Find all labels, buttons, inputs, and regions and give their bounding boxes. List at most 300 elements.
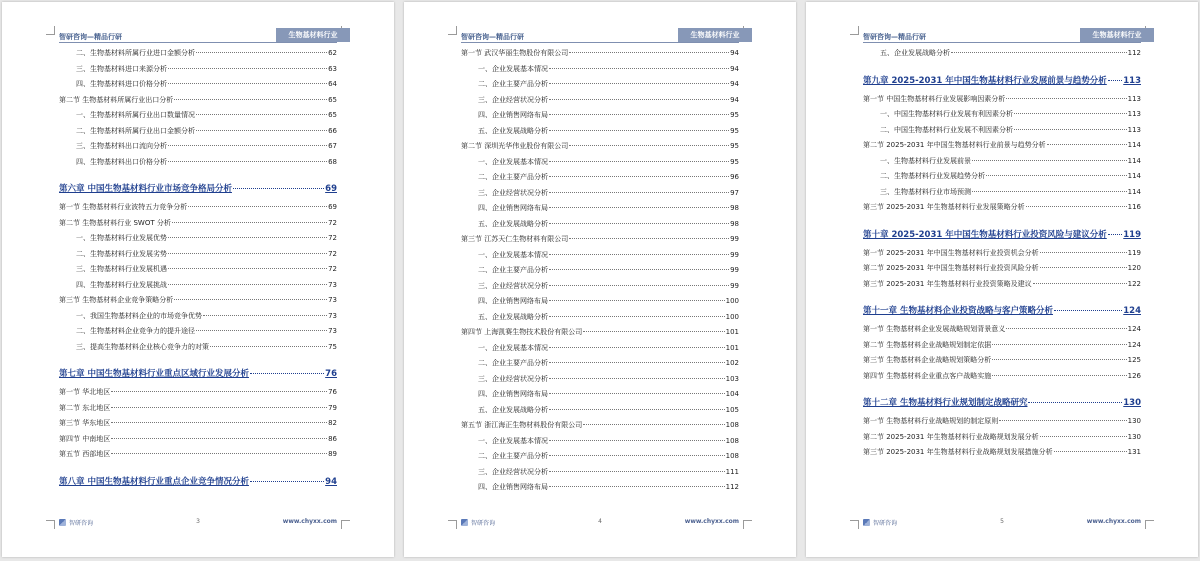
toc-dot-leader: [250, 373, 324, 374]
toc-entry-title: 第三节 2025-2031 年生物基材料行业发展策略分析: [863, 203, 1025, 211]
toc-dot-leader: [168, 145, 327, 146]
toc-subsection-entry[interactable]: [59, 157, 337, 173]
toc-section-entry[interactable]: [59, 202, 337, 218]
toc-subsection-entry[interactable]: [59, 110, 337, 126]
toc-entry-title: 一、企业发展基本情况: [478, 64, 548, 73]
toc-entry-page-number: 73: [328, 296, 337, 304]
toc-subsection-entry[interactable]: [461, 343, 739, 359]
toc-dot-leader: [233, 188, 324, 189]
toc-dot-leader: [1028, 402, 1122, 403]
toc-dot-leader: [549, 347, 725, 348]
toc-entry-title: 三、生物基材料行业发展机遇: [76, 265, 167, 273]
toc-entry-title: 三、企业经营状况分析: [478, 281, 548, 290]
footer-url: www.chyxx.com: [282, 518, 337, 525]
toc-entry-page-number: 94: [730, 64, 739, 73]
toc-entry-title: 第二节 2025-2031 年中国生物基材料行业投资风险分析: [863, 264, 1039, 272]
header-industry-tag: 生物基材料行业: [678, 28, 752, 42]
toc-dot-leader: [549, 362, 725, 363]
toc-entry-title: 四、企业销售网络布局: [478, 204, 548, 212]
crop-mark: [46, 26, 55, 35]
toc-dot-leader: [168, 68, 327, 69]
toc-dot-leader: [168, 284, 327, 285]
toc-entry-title: 一、企业发展基本情况: [478, 157, 548, 166]
toc-subsection-entry[interactable]: [59, 264, 337, 280]
toc-entry-title: 三、提高生物基材料企业核心竞争力的对策: [76, 342, 209, 351]
crop-mark: [1145, 520, 1154, 529]
toc-dot-leader: [1006, 328, 1126, 329]
toc-chapter-entry[interactable]: [59, 182, 337, 194]
toc-list: [863, 48, 1141, 463]
toc-dot-leader: [1006, 98, 1126, 99]
toc-dot-leader: [992, 359, 1126, 360]
toc-entry-title: 第七章 中国生物基材料行业重点区域行业发展分析: [59, 369, 249, 379]
toc-entry-title: 第一节 华北地区: [59, 388, 111, 396]
toc-dot-leader: [168, 83, 327, 84]
crop-mark: [850, 26, 859, 35]
toc-dot-leader: [1026, 206, 1127, 207]
toc-entry-title: 一、企业发展基本情况: [478, 250, 548, 259]
toc-subsection-entry[interactable]: [461, 172, 739, 188]
toc-subsection-entry[interactable]: [59, 326, 337, 342]
toc-entry-page-number: 98: [730, 204, 739, 212]
toc-subsection-entry[interactable]: [461, 405, 739, 421]
toc-section-entry[interactable]: [59, 387, 337, 403]
toc-entry-page-number: 73: [328, 280, 337, 289]
toc-subsection-entry[interactable]: [461, 467, 739, 483]
toc-entry-page-number: 95: [730, 111, 739, 119]
toc-entry-page-number: 72: [328, 218, 337, 227]
toc-entry-page-number: 108: [725, 421, 739, 429]
toc-entry-page-number: 67: [328, 142, 337, 150]
toc-entry-page-number: 102: [725, 359, 739, 367]
toc-list: [461, 48, 739, 498]
toc-entry-title: 三、生物基材料出口流向分析: [76, 142, 167, 150]
toc-dot-leader: [951, 52, 1127, 53]
toc-entry-title: 二、企业主要产品分析: [478, 173, 548, 181]
toc-subsection-entry[interactable]: [863, 125, 1141, 141]
toc-section-entry[interactable]: [59, 218, 337, 234]
toc-dot-leader: [1040, 267, 1127, 268]
toc-entry-page-number: 65: [328, 95, 337, 104]
crop-mark: [448, 520, 457, 529]
toc-dot-leader: [583, 331, 724, 332]
toc-dot-leader: [210, 346, 327, 347]
toc-subsection-entry[interactable]: [461, 374, 739, 390]
toc-dot-leader: [549, 316, 725, 317]
header-rule: [863, 42, 1141, 43]
toc-entry-title: 第八章 中国生物基材料行业重点企业竞争情况分析: [59, 476, 249, 487]
toc-dot-leader: [188, 206, 327, 207]
toc-entry-title: 一、生物基材料行业发展优势: [76, 234, 167, 242]
toc-dot-leader: [1033, 283, 1127, 284]
toc-dot-leader: [549, 471, 725, 472]
toc-entry-page-number: 69: [325, 184, 337, 194]
toc-subsection-entry[interactable]: [461, 188, 739, 204]
toc-dot-leader: [569, 52, 729, 53]
toc-entry-title: 第一节 武汉华丽生物股份有限公司: [461, 49, 569, 57]
toc-dot-leader: [1040, 436, 1127, 437]
toc-entry-page-number: 95: [730, 142, 739, 150]
toc-subsection-entry[interactable]: [461, 482, 739, 498]
toc-entry-title: 二、生物基材料企业竞争力的提升途径: [76, 327, 195, 335]
toc-entry-title: 四、企业销售网络布局: [478, 297, 548, 305]
toc-section-entry[interactable]: [863, 202, 1141, 218]
page-footer: [59, 517, 337, 529]
document-page-1: [2, 2, 394, 557]
toc-entry-page-number: 95: [730, 157, 739, 166]
toc-subsection-entry[interactable]: [59, 126, 337, 142]
toc-subsection-entry[interactable]: [461, 110, 739, 126]
toc-entry-title: 第二节 东北地区: [59, 403, 111, 412]
toc-section-entry[interactable]: [863, 263, 1141, 279]
toc-subsection-entry[interactable]: [863, 109, 1141, 125]
toc-entry-page-number: 82: [328, 419, 337, 427]
toc-dot-leader: [1040, 252, 1127, 253]
toc-dot-leader: [111, 422, 327, 423]
toc-dot-leader: [174, 99, 327, 100]
toc-section-entry[interactable]: [59, 403, 337, 419]
toc-entry-title: 一、生物基材料所属行业出口数量情况: [76, 111, 195, 119]
toc-entry-page-number: 101: [725, 328, 739, 336]
crop-mark: [46, 520, 55, 529]
toc-entry-page-number: 66: [328, 126, 337, 135]
toc-entry-page-number: 124: [1123, 306, 1141, 316]
toc-entry-title: 第四节 生物基材料企业重点客户战略实施: [863, 371, 992, 380]
page-number: 3: [196, 518, 200, 525]
toc-subsection-entry[interactable]: [461, 64, 739, 80]
toc-dot-leader: [1108, 80, 1122, 81]
toc-section-entry[interactable]: [863, 432, 1141, 448]
toc-chapter-entry[interactable]: [59, 367, 337, 379]
toc-dot-leader: [972, 191, 1127, 192]
toc-dot-leader: [1054, 451, 1127, 452]
page-number: 4: [598, 518, 602, 525]
toc-chapter-entry[interactable]: [863, 74, 1141, 86]
toc-entry-page-number: 126: [1127, 371, 1141, 380]
toc-entry-page-number: 94: [325, 476, 337, 487]
toc-subsection-entry[interactable]: [461, 358, 739, 374]
toc-dot-leader: [986, 175, 1127, 176]
toc-entry-page-number: 108: [725, 452, 739, 460]
toc-subsection-entry[interactable]: [59, 280, 337, 296]
toc-entry-page-number: 103: [725, 374, 739, 383]
toc-entry-page-number: 72: [328, 234, 337, 242]
toc-entry-page-number: 98: [730, 219, 739, 228]
toc-entry-title: 二、生物基材料所属行业进口金额分析: [76, 49, 195, 57]
toc-dot-leader: [168, 237, 327, 238]
toc-entry-page-number: 101: [725, 343, 739, 352]
page-footer: [461, 517, 739, 529]
toc-dot-leader: [549, 378, 725, 379]
footer-brand: 智研咨询: [461, 518, 495, 527]
toc-section-entry[interactable]: [863, 140, 1141, 156]
toc-dot-leader: [549, 300, 725, 301]
toc-entry-title: 四、企业销售网络布局: [478, 390, 548, 398]
toc-chapter-entry[interactable]: [863, 396, 1141, 408]
toc-dot-leader: [174, 299, 327, 300]
toc-entry-title: 第三节 江苏天仁生物材料有限公司: [461, 235, 569, 243]
toc-subsection-entry[interactable]: [59, 48, 337, 64]
toc-dot-leader: [1014, 129, 1127, 130]
toc-section-entry[interactable]: [863, 279, 1141, 295]
toc-entry-title: 第三节 生物基材料企业竞争策略分析: [59, 296, 174, 304]
header-rule: [59, 42, 337, 43]
toc-entry-title: 三、企业经营状况分析: [478, 374, 548, 383]
toc-entry-page-number: 94: [730, 95, 739, 104]
toc-entry-title: 第二节 2025-2031 年中国生物基材料行业前景与趋势分析: [863, 141, 1046, 149]
toc-entry-title: 三、企业经营状况分析: [478, 95, 548, 104]
toc-subsection-entry[interactable]: [59, 141, 337, 157]
crop-mark: [850, 520, 859, 529]
toc-entry-title: 五、企业发展战略分析: [880, 49, 950, 57]
toc-dot-leader: [999, 420, 1126, 421]
toc-entry-title: 二、企业主要产品分析: [478, 452, 548, 460]
toc-entry-page-number: 63: [328, 64, 337, 73]
toc-section-entry[interactable]: [863, 94, 1141, 110]
toc-dot-leader: [549, 161, 729, 162]
toc-subsection-entry[interactable]: [461, 126, 739, 142]
toc-section-entry[interactable]: [461, 420, 739, 436]
toc-entry-page-number: 72: [328, 249, 337, 258]
toc-entry-title: 第三节 生物基材料企业战略规划策略分析: [863, 356, 992, 364]
toc-dot-leader: [549, 114, 729, 115]
toc-section-entry[interactable]: [59, 449, 337, 465]
toc-entry-page-number: 89: [328, 450, 337, 458]
header-industry-tag: 生物基材料行业: [276, 28, 350, 42]
header-rule: [461, 42, 739, 43]
toc-entry-title: 第三节 2025-2031 年生物基材料行业战略规划发展措施分析: [863, 448, 1053, 456]
toc-section-entry[interactable]: [863, 355, 1141, 371]
toc-subsection-entry[interactable]: [461, 281, 739, 297]
toc-entry-title: 三、企业经营状况分析: [478, 188, 548, 197]
toc-section-entry[interactable]: [863, 324, 1141, 340]
toc-dot-leader: [168, 161, 327, 162]
toc-dot-leader: [111, 453, 327, 454]
toc-section-entry[interactable]: [863, 340, 1141, 356]
toc-entry-page-number: 112: [725, 483, 739, 491]
toc-entry-page-number: 119: [1127, 248, 1141, 257]
toc-entry-title: 第三节 2025-2031 年生物基材料行业投资策略及建议: [863, 279, 1032, 288]
toc-entry-title: 四、生物基材料出口价格分析: [76, 157, 167, 166]
toc-entry-page-number: 113: [1127, 94, 1141, 103]
toc-entry-page-number: 125: [1127, 356, 1141, 364]
toc-entry-page-number: 104: [725, 390, 739, 398]
toc-entry-page-number: 95: [730, 126, 739, 135]
toc-entry-title: 一、企业发展基本情况: [478, 436, 548, 445]
toc-section-entry[interactable]: [59, 295, 337, 311]
toc-dot-leader: [549, 176, 729, 177]
toc-section-entry[interactable]: [863, 447, 1141, 463]
toc-subsection-entry[interactable]: [59, 311, 337, 327]
toc-entry-page-number: 73: [328, 327, 337, 335]
toc-dot-leader: [196, 52, 327, 53]
toc-dot-leader: [1108, 234, 1122, 235]
toc-entry-title: 第十一章 生物基材料企业投资战略与客户策略分析: [863, 306, 1053, 316]
toc-entry-page-number: 76: [328, 388, 337, 396]
toc-list: [59, 48, 337, 495]
toc-entry-title: 第一节 2025-2031 年中国生物基材料行业投资机会分析: [863, 248, 1039, 257]
crop-mark: [743, 520, 752, 529]
toc-section-entry[interactable]: [863, 371, 1141, 387]
toc-dot-leader: [992, 344, 1126, 345]
toc-entry-page-number: 79: [328, 403, 337, 412]
toc-entry-page-number: 99: [730, 266, 739, 274]
toc-entry-title: 三、生物基材料进口来源分析: [76, 64, 167, 73]
toc-dot-leader: [1054, 310, 1122, 311]
toc-entry-title: 第二节 生物基材料企业战略规划制定依据: [863, 340, 992, 349]
toc-entry-page-number: 100: [725, 312, 739, 321]
toc-entry-page-number: 113: [1127, 125, 1141, 134]
toc-dot-leader: [972, 160, 1127, 161]
toc-entry-title: 第二节 深圳光华伟业股份有限公司: [461, 142, 569, 150]
toc-entry-title: 三、生物基材料行业市场预测: [880, 187, 971, 196]
toc-subsection-entry[interactable]: [59, 249, 337, 265]
toc-dot-leader: [549, 207, 729, 208]
toc-chapter-entry[interactable]: [863, 228, 1141, 240]
toc-entry-title: 第二节 生物基材料所属行业出口分析: [59, 95, 174, 104]
toc-subsection-entry[interactable]: [863, 171, 1141, 187]
toc-entry-title: 第九章 2025-2031 年中国生物基材料行业发展前景与趋势分析: [863, 75, 1107, 86]
header-industry-tag: 生物基材料行业: [1080, 28, 1154, 42]
toc-entry-page-number: 86: [328, 434, 337, 443]
toc-entry-title: 一、中国生物基材料行业发展有利因素分析: [880, 110, 1013, 118]
footer-url: www.chyxx.com: [684, 518, 739, 525]
toc-subsection-entry[interactable]: [863, 48, 1141, 64]
toc-entry-page-number: 62: [328, 49, 337, 57]
toc-section-entry[interactable]: [461, 327, 739, 343]
toc-dot-leader: [250, 481, 324, 482]
toc-entry-page-number: 97: [730, 188, 739, 197]
toc-dot-leader: [549, 269, 729, 270]
toc-subsection-entry[interactable]: [59, 64, 337, 80]
toc-entry-page-number: 76: [325, 369, 337, 379]
toc-section-entry[interactable]: [461, 48, 739, 64]
toc-section-entry[interactable]: [59, 434, 337, 450]
page-footer: [863, 517, 1141, 529]
toc-entry-title: 第四节 中南地区: [59, 434, 111, 443]
toc-entry-page-number: 94: [730, 80, 739, 88]
toc-chapter-entry[interactable]: [863, 304, 1141, 316]
toc-entry-page-number: 113: [1127, 110, 1141, 118]
toc-section-entry[interactable]: [461, 234, 739, 250]
toc-entry-title: 第一节 生物基材料企业发展战略规划背景意义: [863, 325, 1006, 333]
toc-entry-title: 第四节 上海凯赛生物技术股份有限公司: [461, 328, 583, 336]
toc-entry-title: 三、企业经营状况分析: [478, 467, 548, 476]
toc-section-entry[interactable]: [59, 95, 337, 111]
toc-dot-leader: [583, 424, 724, 425]
toc-dot-leader: [549, 68, 729, 69]
toc-dot-leader: [549, 254, 729, 255]
toc-dot-leader: [111, 391, 327, 392]
toc-entry-title: 五、企业发展战略分析: [478, 126, 548, 135]
toc-entry-title: 四、企业销售网络布局: [478, 483, 548, 491]
toc-entry-title: 二、企业主要产品分析: [478, 80, 548, 88]
toc-subsection-entry[interactable]: [59, 342, 337, 358]
toc-entry-page-number: 111: [725, 467, 739, 476]
toc-entry-page-number: 120: [1127, 264, 1141, 272]
toc-dot-leader: [549, 393, 725, 394]
header-title: 智研咨询—精品行研: [863, 33, 926, 41]
toc-entry-page-number: 65: [328, 111, 337, 119]
toc-entry-title: 二、生物基材料行业发展劣势: [76, 249, 167, 258]
toc-section-entry[interactable]: [863, 248, 1141, 264]
toc-chapter-entry[interactable]: [59, 475, 337, 487]
page-number: 5: [1000, 518, 1004, 525]
toc-dot-leader: [549, 130, 729, 131]
toc-entry-page-number: 94: [730, 49, 739, 57]
toc-subsection-entry[interactable]: [59, 79, 337, 95]
toc-entry-page-number: 114: [1127, 156, 1141, 165]
toc-entry-page-number: 108: [725, 436, 739, 445]
toc-dot-leader: [549, 99, 729, 100]
toc-entry-title: 第一节 生物基材料行业波特五力竞争分析: [59, 203, 188, 211]
toc-entry-page-number: 99: [730, 281, 739, 290]
toc-subsection-entry[interactable]: [461, 203, 739, 219]
toc-subsection-entry[interactable]: [59, 233, 337, 249]
document-page-3: [806, 2, 1198, 557]
toc-section-entry[interactable]: [59, 418, 337, 434]
toc-entry-page-number: 114: [1127, 187, 1141, 196]
toc-dot-leader: [549, 192, 729, 193]
toc-entry-title: 一、我国生物基材料企业的市场竞争优势: [76, 311, 202, 320]
toc-subsection-entry[interactable]: [461, 79, 739, 95]
footer-brand: 智研咨询: [863, 518, 897, 527]
toc-subsection-entry[interactable]: [863, 156, 1141, 172]
toc-entry-page-number: 130: [1123, 398, 1141, 408]
toc-entry-page-number: 130: [1127, 417, 1141, 425]
toc-subsection-entry[interactable]: [461, 157, 739, 173]
toc-section-entry[interactable]: [863, 416, 1141, 432]
toc-entry-page-number: 116: [1127, 203, 1141, 211]
toc-entry-page-number: 99: [730, 235, 739, 243]
toc-subsection-entry[interactable]: [461, 250, 739, 266]
toc-entry-title: 一、生物基材料行业发展前景: [880, 156, 971, 165]
toc-subsection-entry[interactable]: [461, 312, 739, 328]
toc-section-entry[interactable]: [461, 141, 739, 157]
toc-dot-leader: [172, 222, 327, 223]
toc-entry-page-number: 64: [328, 80, 337, 88]
toc-entry-title: 第十章 2025-2031 年中国生物基材料行业投资风险与建议分析: [863, 229, 1107, 240]
toc-entry-page-number: 69: [328, 203, 337, 211]
toc-entry-title: 第六章 中国生物基材料行业市场竞争格局分析: [59, 184, 232, 194]
toc-entry-page-number: 68: [328, 157, 337, 166]
toc-dot-leader: [111, 407, 327, 408]
header-title: 智研咨询—精品行研: [59, 33, 122, 41]
toc-subsection-entry[interactable]: [461, 95, 739, 111]
toc-entry-title: 二、生物基材料行业发展趋势分析: [880, 172, 985, 180]
toc-entry-page-number: 99: [730, 250, 739, 259]
toc-dot-leader: [1014, 113, 1127, 114]
toc-subsection-entry[interactable]: [461, 265, 739, 281]
crop-mark: [341, 520, 350, 529]
toc-entry-page-number: 124: [1127, 340, 1141, 349]
toc-dot-leader: [569, 145, 729, 146]
toc-entry-page-number: 100: [725, 297, 739, 305]
toc-subsection-entry[interactable]: [461, 436, 739, 452]
toc-entry-page-number: 73: [328, 311, 337, 320]
toc-subsection-entry[interactable]: [461, 296, 739, 312]
toc-dot-leader: [549, 440, 725, 441]
toc-subsection-entry[interactable]: [461, 219, 739, 235]
toc-entry-title: 第二节 生物基材料行业 SWOT 分析: [59, 218, 171, 227]
toc-subsection-entry[interactable]: [461, 389, 739, 405]
toc-dot-leader: [992, 375, 1126, 376]
toc-dot-leader: [549, 285, 729, 286]
toc-subsection-entry[interactable]: [461, 451, 739, 467]
toc-subsection-entry[interactable]: [863, 187, 1141, 203]
header-title: 智研咨询—精品行研: [461, 33, 524, 41]
toc-dot-leader: [196, 330, 327, 331]
